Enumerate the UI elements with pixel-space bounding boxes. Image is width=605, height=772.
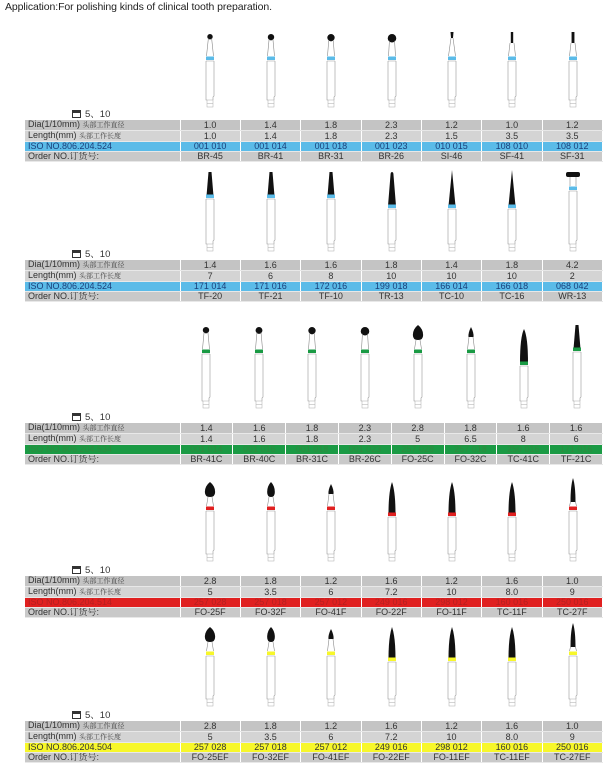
pack-quantity-text: 5、10 xyxy=(85,565,111,576)
order-row-cell: FO-22EF xyxy=(361,753,421,763)
order-row-cell: FO-32C xyxy=(444,455,497,465)
dia-row-label: Dia(1/10mm) 头部工作直径 xyxy=(25,423,180,434)
bur-cylinder-icon xyxy=(502,30,522,115)
bur-taper-flat-icon xyxy=(567,323,587,416)
iso-row-cell: 001 018 xyxy=(286,445,339,455)
length-row-cell: 7.2 xyxy=(361,587,421,598)
length-row-cell: 1.8 xyxy=(286,434,339,445)
iso-row-cell: 298 012 xyxy=(421,598,481,608)
dia-row-cell: 1.8 xyxy=(361,260,421,271)
iso-row-cell: 199 018 xyxy=(361,282,421,292)
order-row-cell: FO-25EF xyxy=(180,753,240,763)
length-row-cell: 2.3 xyxy=(361,131,421,142)
bur-needle-icon xyxy=(442,480,462,569)
dia-row-cell: 1.8 xyxy=(444,423,497,434)
bur-round-icon xyxy=(302,323,322,416)
dia-row xyxy=(25,120,603,131)
iso-row-cell: 249 016 xyxy=(361,743,421,753)
iso-row-cell: 160 016 xyxy=(482,598,542,608)
bur-round-icon xyxy=(355,323,375,416)
order-row-cell: TC-11F xyxy=(482,608,542,618)
iso-row-cell: 172 016 xyxy=(301,282,361,292)
order-row-cell: FO-25F xyxy=(180,608,240,618)
order-row-cell: BR-40C xyxy=(233,455,286,465)
order-row xyxy=(25,455,603,465)
order-row-cell: FO-11F xyxy=(421,608,481,618)
dia-row-cell: 1.0 xyxy=(542,721,602,732)
iso-row-cell: 001 018 xyxy=(301,142,361,152)
package-icon xyxy=(72,110,81,118)
length-row xyxy=(25,271,603,282)
order-row-cell: WR-13 xyxy=(542,292,602,302)
order-row-cell: FO-32F xyxy=(240,608,300,618)
bur-cylinder-icon xyxy=(563,30,583,115)
bur-round-icon xyxy=(321,30,341,115)
iso-row-cell: 166 018 xyxy=(482,282,542,292)
order-row-cell: TC-27EF xyxy=(542,753,602,763)
order-row-label: Order NO.订货号: xyxy=(25,455,180,465)
dia-row-cell: 1.4 xyxy=(240,120,300,131)
spec-table xyxy=(25,721,603,763)
order-row-cell: FO-22F xyxy=(361,608,421,618)
iso-row-label: ISO NO.806.204.534 xyxy=(25,445,180,455)
order-row-cell: SF-41 xyxy=(482,152,542,162)
order-row-cell: SI-46 xyxy=(421,152,481,162)
order-row-cell: BR-41 xyxy=(240,152,300,162)
iso-row-cell: 001 023 xyxy=(338,445,391,455)
order-row-cell: FO-32EF xyxy=(240,753,300,763)
length-row-cell: 9 xyxy=(542,587,602,598)
dia-row-cell: 4.2 xyxy=(542,260,602,271)
order-row-cell: FO-41F xyxy=(301,608,361,618)
pack-quantity xyxy=(72,707,110,721)
length-row-cell: 10 xyxy=(482,271,542,282)
length-row-cell: 5 xyxy=(180,732,240,743)
dia-row-cell: 1.2 xyxy=(301,721,361,732)
length-row-label: Length(mm) 头部工作长度 xyxy=(25,131,180,142)
bur-round-icon xyxy=(196,323,216,416)
length-row-cell: 8 xyxy=(497,434,550,445)
length-row-cell: 2 xyxy=(542,271,602,282)
order-row-cell: BR-41C xyxy=(180,455,233,465)
dia-row-cell: 1.8 xyxy=(240,576,300,587)
dia-row-cell: 1.0 xyxy=(180,120,240,131)
iso-row-cell: 171 014 xyxy=(180,282,240,292)
length-row xyxy=(25,434,603,445)
bur-taper-cone-long-icon xyxy=(514,323,534,416)
iso-row-cell: 001 014 xyxy=(240,142,300,152)
length-row-cell: 3.5 xyxy=(240,732,300,743)
order-row-label: Order NO.订货号: xyxy=(25,152,180,162)
pack-quantity-text: 5、10 xyxy=(85,109,111,120)
bur-taper-cone-icon xyxy=(442,170,462,259)
iso-row-cell: 001 023 xyxy=(361,142,421,152)
spec-table xyxy=(25,260,603,302)
pack-quantity xyxy=(72,106,110,120)
bur-short-taper-icon xyxy=(442,30,462,115)
length-row-cell: 3.5 xyxy=(542,131,602,142)
bur-flame-icon xyxy=(200,480,220,569)
bur-wheel-icon xyxy=(563,170,583,259)
order-row-cell: BR-45 xyxy=(180,152,240,162)
bur-taper-cone-icon xyxy=(502,170,522,259)
dia-row-cell: 1.8 xyxy=(301,120,361,131)
bur-needle-tall-icon xyxy=(563,625,583,714)
length-row-cell: 1.4 xyxy=(180,434,233,445)
dia-row-cell: 1.6 xyxy=(361,721,421,732)
dia-row-cell: 1.2 xyxy=(301,576,361,587)
dia-row xyxy=(25,721,603,732)
length-row xyxy=(25,587,603,598)
iso-row-cell: 001 016 xyxy=(233,445,286,455)
order-row-cell: TR-13 xyxy=(361,292,421,302)
dia-row-label: Dia(1/10mm) 头部工作直径 xyxy=(25,721,180,732)
iso-row-cell: 257 028 xyxy=(180,598,240,608)
order-row xyxy=(25,608,603,618)
bur-taper-flat-icon xyxy=(200,170,220,259)
dia-row-cell: 1.2 xyxy=(421,576,481,587)
length-row-cell: 8.0 xyxy=(482,587,542,598)
length-row-cell: 8.0 xyxy=(482,732,542,743)
package-icon xyxy=(72,413,81,421)
length-row-cell: 6 xyxy=(301,587,361,598)
dia-row xyxy=(25,576,603,587)
dia-row-cell: 1.8 xyxy=(286,423,339,434)
order-row xyxy=(25,152,603,162)
dia-row-cell: 2.3 xyxy=(338,423,391,434)
dia-row-cell: 1.6 xyxy=(550,423,603,434)
pack-quantity xyxy=(72,409,110,423)
iso-row xyxy=(25,598,603,608)
length-row-cell: 6.5 xyxy=(444,434,497,445)
iso-row xyxy=(25,282,603,292)
length-row xyxy=(25,131,603,142)
bur-flame-small-icon xyxy=(321,480,341,569)
iso-row-cell: 166 014 xyxy=(421,282,481,292)
iso-row xyxy=(25,445,603,455)
dia-row-cell: 1.6 xyxy=(361,576,421,587)
order-row-cell: FO-41EF xyxy=(301,753,361,763)
length-row-cell: 1.4 xyxy=(240,131,300,142)
length-row-cell: 6 xyxy=(240,271,300,282)
length-row-cell: 1.6 xyxy=(233,434,286,445)
iso-row-cell: 108 010 xyxy=(482,142,542,152)
dia-row-label: Dia(1/10mm) 头部工作直径 xyxy=(25,120,180,131)
length-row-cell: 10 xyxy=(421,271,481,282)
bur-needle-icon xyxy=(382,625,402,714)
length-row-cell: 1.5 xyxy=(421,131,481,142)
dia-row-cell: 2.8 xyxy=(391,423,444,434)
iso-row-cell: 257 012 xyxy=(301,598,361,608)
dia-row-label: Dia(1/10mm) 头部工作直径 xyxy=(25,260,180,271)
iso-row-cell: 257 028 xyxy=(180,743,240,753)
length-row-cell: 10 xyxy=(361,271,421,282)
iso-row-cell: 171 016 xyxy=(240,282,300,292)
dia-row-cell: 1.6 xyxy=(482,721,542,732)
length-row-label: Length(mm) 头部工作长度 xyxy=(25,732,180,743)
length-row-cell: 3.5 xyxy=(240,587,300,598)
length-row-cell: 3.5 xyxy=(482,131,542,142)
bur-flame-icon xyxy=(261,625,281,714)
length-row-cell: 9 xyxy=(542,732,602,743)
dia-row-cell: 1.4 xyxy=(180,260,240,271)
order-row-cell: BR-26C xyxy=(338,455,391,465)
iso-row-cell: 250 016 xyxy=(497,445,550,455)
length-row-cell: 2.3 xyxy=(338,434,391,445)
order-row-label: Order NO.订货号: xyxy=(25,608,180,618)
dia-row-cell: 1.6 xyxy=(301,260,361,271)
spec-table xyxy=(25,120,603,162)
pack-quantity-text: 5、10 xyxy=(85,249,111,260)
bur-needle-tall-icon xyxy=(563,480,583,569)
length-row-cell: 1.0 xyxy=(180,131,240,142)
iso-row-cell: 257 028 xyxy=(391,445,444,455)
length-row-cell: 5 xyxy=(391,434,444,445)
bur-taper-flat-icon xyxy=(321,170,341,259)
order-row-label: Order NO.订货号: xyxy=(25,292,180,302)
dia-row-cell: 1.6 xyxy=(497,423,550,434)
order-row-cell: FO-25C xyxy=(391,455,444,465)
iso-row-cell: 257 012 xyxy=(301,743,361,753)
spec-table xyxy=(25,576,603,618)
dia-row-cell: 1.6 xyxy=(240,260,300,271)
iso-row-cell: 010 015 xyxy=(421,142,481,152)
length-row-label: Length(mm) 头部工作长度 xyxy=(25,271,180,282)
iso-row-cell: 250 016 xyxy=(542,598,602,608)
dia-row xyxy=(25,423,603,434)
dia-row-cell: 1.4 xyxy=(180,423,233,434)
bur-needle-icon xyxy=(442,625,462,714)
package-icon xyxy=(72,250,81,258)
iso-row-cell: 257 018 xyxy=(240,598,300,608)
order-row-label: Order NO.订货号: xyxy=(25,753,180,763)
iso-row-cell: 160 016 xyxy=(482,743,542,753)
iso-row-cell: 257 018 xyxy=(240,743,300,753)
iso-row-label: ISO NO.806.204.524 xyxy=(25,142,180,152)
dia-row-cell: 2.8 xyxy=(180,721,240,732)
order-row-cell: TC-11EF xyxy=(482,753,542,763)
iso-row-label: ISO NO.806.204.524 xyxy=(25,282,180,292)
dia-row-cell: 1.0 xyxy=(542,576,602,587)
order-row-cell: TC-41C xyxy=(497,455,550,465)
dia-row-cell: 2.8 xyxy=(180,576,240,587)
iso-row xyxy=(25,142,603,152)
iso-row-label: ISO NO.806.204.504 xyxy=(25,743,180,753)
length-row-cell: 6 xyxy=(301,732,361,743)
length-row-cell: 10 xyxy=(421,732,481,743)
dia-row-cell: 1.2 xyxy=(421,721,481,732)
order-row-cell: SF-31 xyxy=(542,152,602,162)
order-row-cell: TF-10 xyxy=(301,292,361,302)
bur-round-icon xyxy=(200,30,220,115)
order-row-cell: TC-10 xyxy=(421,292,481,302)
order-row-cell: BR-26 xyxy=(361,152,421,162)
iso-row-cell: 001 014 xyxy=(180,445,233,455)
order-row-cell: TF-21 xyxy=(240,292,300,302)
dia-row-cell: 1.6 xyxy=(482,576,542,587)
application-title: Application:For polishing kinds of clinical tooth preparation. xyxy=(5,1,272,13)
bur-flame-icon xyxy=(408,323,428,416)
length-row-cell: 6 xyxy=(550,434,603,445)
order-row-cell: TC-27F xyxy=(542,608,602,618)
order-row-cell: BR-31 xyxy=(301,152,361,162)
bur-taper-round-icon xyxy=(382,170,402,259)
iso-row-cell: 171 016 xyxy=(550,445,603,455)
package-icon xyxy=(72,566,81,574)
dia-row-cell: 1.2 xyxy=(542,120,602,131)
bur-round-icon xyxy=(382,30,402,115)
order-row-cell: FO-11EF xyxy=(421,753,481,763)
package-icon xyxy=(72,711,81,719)
length-row-label: Length(mm) 头部工作长度 xyxy=(25,434,180,445)
order-row xyxy=(25,753,603,763)
bur-flame-icon xyxy=(200,625,220,714)
spec-table xyxy=(25,423,603,465)
bur-round-icon xyxy=(249,323,269,416)
order-row xyxy=(25,292,603,302)
iso-row-cell: 108 012 xyxy=(542,142,602,152)
length-row xyxy=(25,732,603,743)
length-row-cell: 10 xyxy=(421,587,481,598)
pack-quantity-text: 5、10 xyxy=(85,412,111,423)
bur-flame-small-icon xyxy=(461,323,481,416)
iso-row-cell: 249 016 xyxy=(361,598,421,608)
length-row-label: Length(mm) 头部工作长度 xyxy=(25,587,180,598)
dia-row-cell: 1.0 xyxy=(482,120,542,131)
length-row-cell: 7.2 xyxy=(361,732,421,743)
length-row-cell: 1.8 xyxy=(301,131,361,142)
dia-row-cell: 2.3 xyxy=(361,120,421,131)
bur-needle-icon xyxy=(382,480,402,569)
length-row-cell: 8 xyxy=(301,271,361,282)
bur-needle-icon xyxy=(502,480,522,569)
order-row-cell: TF-21C xyxy=(550,455,603,465)
order-row-cell: BR-31C xyxy=(286,455,339,465)
iso-row-cell: 257 018 xyxy=(444,445,497,455)
dia-row-cell: 1.8 xyxy=(482,260,542,271)
dia-row-cell: 1.6 xyxy=(233,423,286,434)
dia-row xyxy=(25,260,603,271)
order-row-cell: TF-20 xyxy=(180,292,240,302)
iso-row-cell: 250 016 xyxy=(542,743,602,753)
bur-taper-flat-icon xyxy=(261,170,281,259)
dia-row-cell: 1.8 xyxy=(240,721,300,732)
order-row-cell: TC-16 xyxy=(482,292,542,302)
iso-row-cell: 298 012 xyxy=(421,743,481,753)
length-row-cell: 7 xyxy=(180,271,240,282)
iso-row xyxy=(25,743,603,753)
pack-quantity-text: 5、10 xyxy=(85,710,111,721)
dia-row-cell: 1.2 xyxy=(421,120,481,131)
bur-flame-icon xyxy=(261,480,281,569)
bur-needle-icon xyxy=(502,625,522,714)
pack-quantity xyxy=(72,562,110,576)
bur-flame-small-icon xyxy=(321,625,341,714)
iso-row-cell: 068 042 xyxy=(542,282,602,292)
iso-row-label: ISO NO.806.204.514 xyxy=(25,598,180,608)
pack-quantity xyxy=(72,246,110,260)
dia-row-label: Dia(1/10mm) 头部工作直径 xyxy=(25,576,180,587)
iso-row-cell: 001 010 xyxy=(180,142,240,152)
dia-row-cell: 1.4 xyxy=(421,260,481,271)
bur-round-icon xyxy=(261,30,281,115)
length-row-cell: 5 xyxy=(180,587,240,598)
